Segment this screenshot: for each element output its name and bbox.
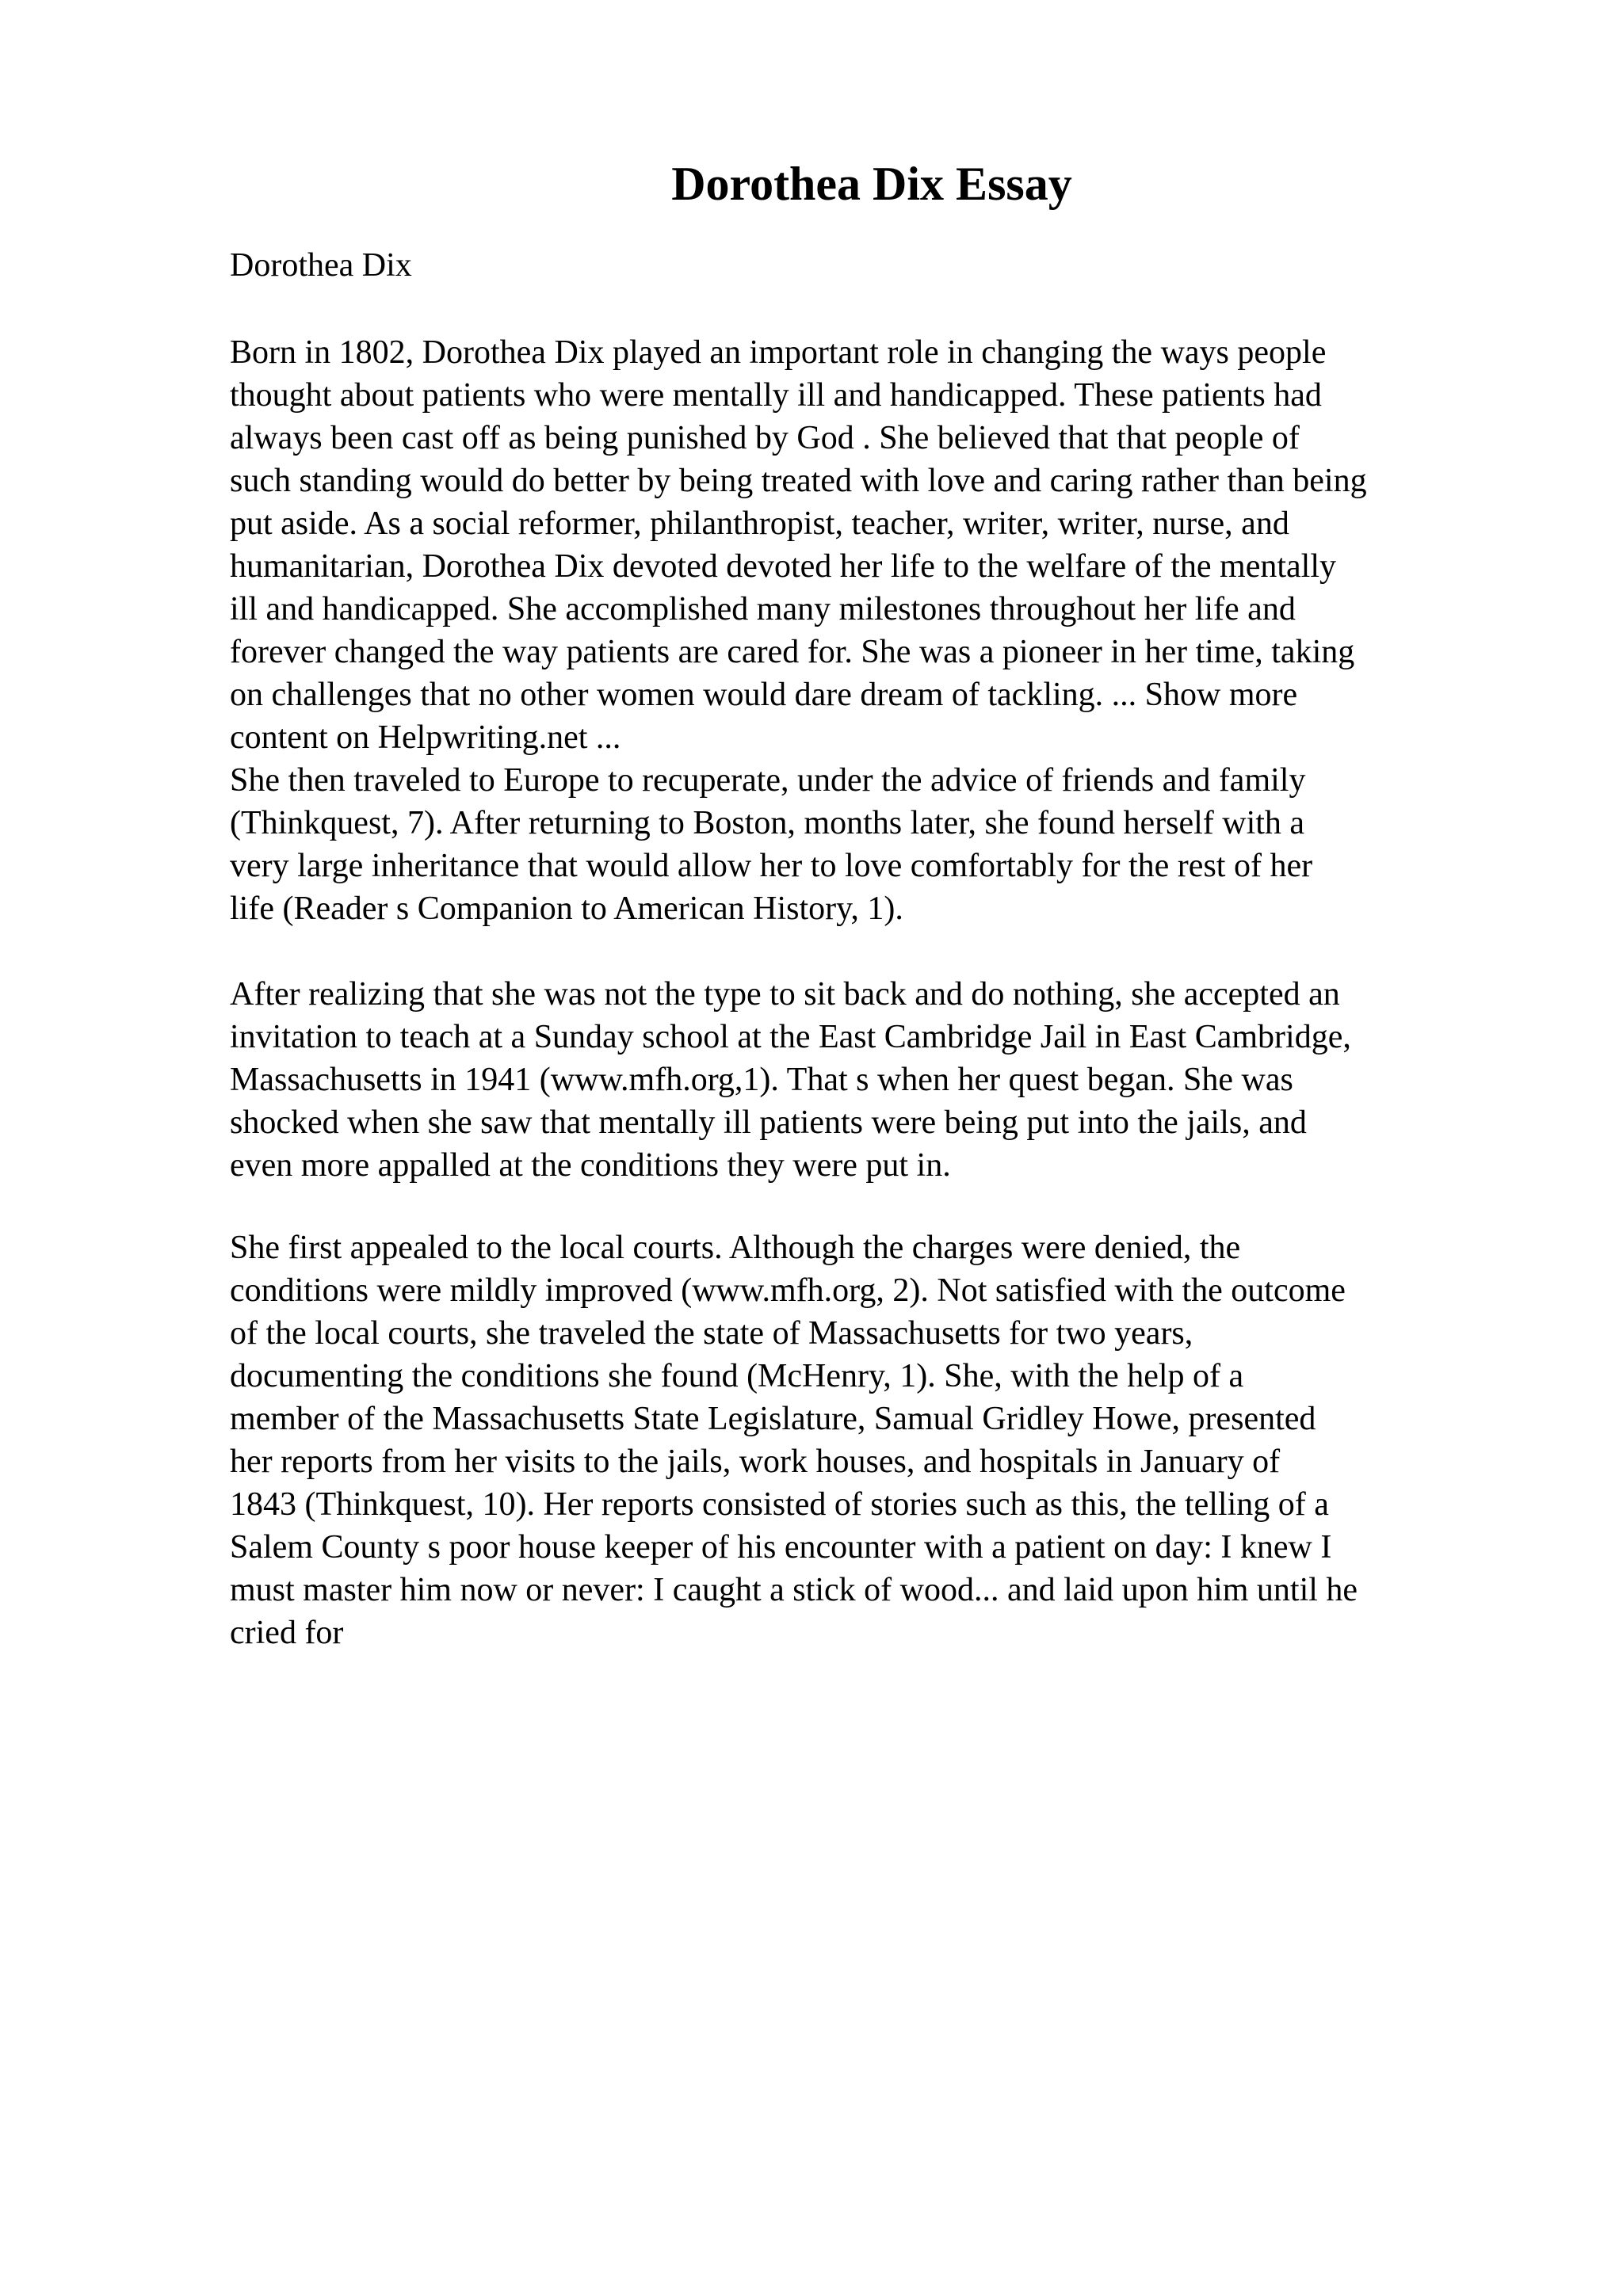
text-line: ill and handicapped. She accomplished many milestones throughout her life and <box>230 591 1296 627</box>
text-line: Salem County s poor house keeper of his encounter with a patient on day: I knew I <box>230 1529 1332 1566</box>
text-line: member of the Massachusetts State Legislature, Samual Gridley Howe, presented <box>230 1401 1316 1437</box>
text-line: documenting the conditions she found (McHenry, 1). She, with the help of a <box>230 1358 1244 1394</box>
text-line: shocked when she saw that mentally ill patients were being put into the jails, and <box>230 1104 1307 1141</box>
text-line: life (Reader s Companion to American History, 1). <box>230 891 903 927</box>
text-line: thought about patients who were mentally ill and handicapped. These patients had <box>230 377 1322 414</box>
text-line: invitation to teach at a Sunday school at the East Cambridge Jail in East Cambridge, <box>230 1019 1351 1055</box>
text-line: conditions were mildly improved (www.mfh.org, 2). Not satisfied with the outcome <box>230 1272 1346 1309</box>
text-line: even more appalled at the conditions they were put in. <box>230 1147 951 1184</box>
text-line: put aside. As a social reformer, philanthropist, teacher, writer, writer, nurse, and <box>230 505 1289 542</box>
text-line: on challenges that no other women would dare dream of tackling. ... Show more <box>230 677 1298 713</box>
text-line: very large inheritance that would allow her to love comfortably for the rest of her <box>230 848 1313 884</box>
text-line: such standing would do better by being treated with love and caring rather than being <box>230 463 1367 499</box>
text-line: of the local courts, she traveled the state of Massachusetts for two years, <box>230 1315 1193 1352</box>
paragraph-3 <box>230 1226 1545 1654</box>
text-line: must master him now or never: I caught a stick of wood... and laid upon him until he <box>230 1572 1358 1608</box>
text-line: always been cast off as being punished by God . She believed that that people of <box>230 420 1300 456</box>
text-line: 1843 (Thinkquest, 10). Her reports consisted of stories such as this, the telling of a <box>230 1486 1329 1523</box>
text-line: Massachusetts in 1941 (www.mfh.org,1). That s when her quest began. She was <box>230 1062 1293 1098</box>
text-line: She then traveled to Europe to recuperate, under the advice of friends and family <box>230 762 1306 799</box>
text-line: Born in 1802, Dorothea Dix played an important role in changing the ways people <box>230 334 1327 371</box>
paragraph-2 <box>230 973 1545 1187</box>
text-line: content on Helpwriting.net ... <box>230 719 621 756</box>
document-title: Dorothea Dix Essay <box>671 158 1072 210</box>
text-line: forever changed the way patients are cared for. She was a pioneer in her time, taking <box>230 634 1355 670</box>
text-line: her reports from her visits to the jails, work houses, and hospitals in January of <box>230 1444 1281 1480</box>
document-subtitle: Dorothea Dix <box>230 247 412 284</box>
text-line: After realizing that she was not the type to sit back and do nothing, she accepted an <box>230 976 1340 1013</box>
text-line: She first appealed to the local courts. Although the charges were denied, the <box>230 1230 1241 1266</box>
paragraph-1 <box>230 331 1545 930</box>
text-line: humanitarian, Dorothea Dix devoted devoted her life to the welfare of the mentally <box>230 548 1336 585</box>
text-line: cried for <box>230 1615 344 1651</box>
text-line: (Thinkquest, 7). After returning to Boston, months later, she found herself with a <box>230 805 1305 841</box>
